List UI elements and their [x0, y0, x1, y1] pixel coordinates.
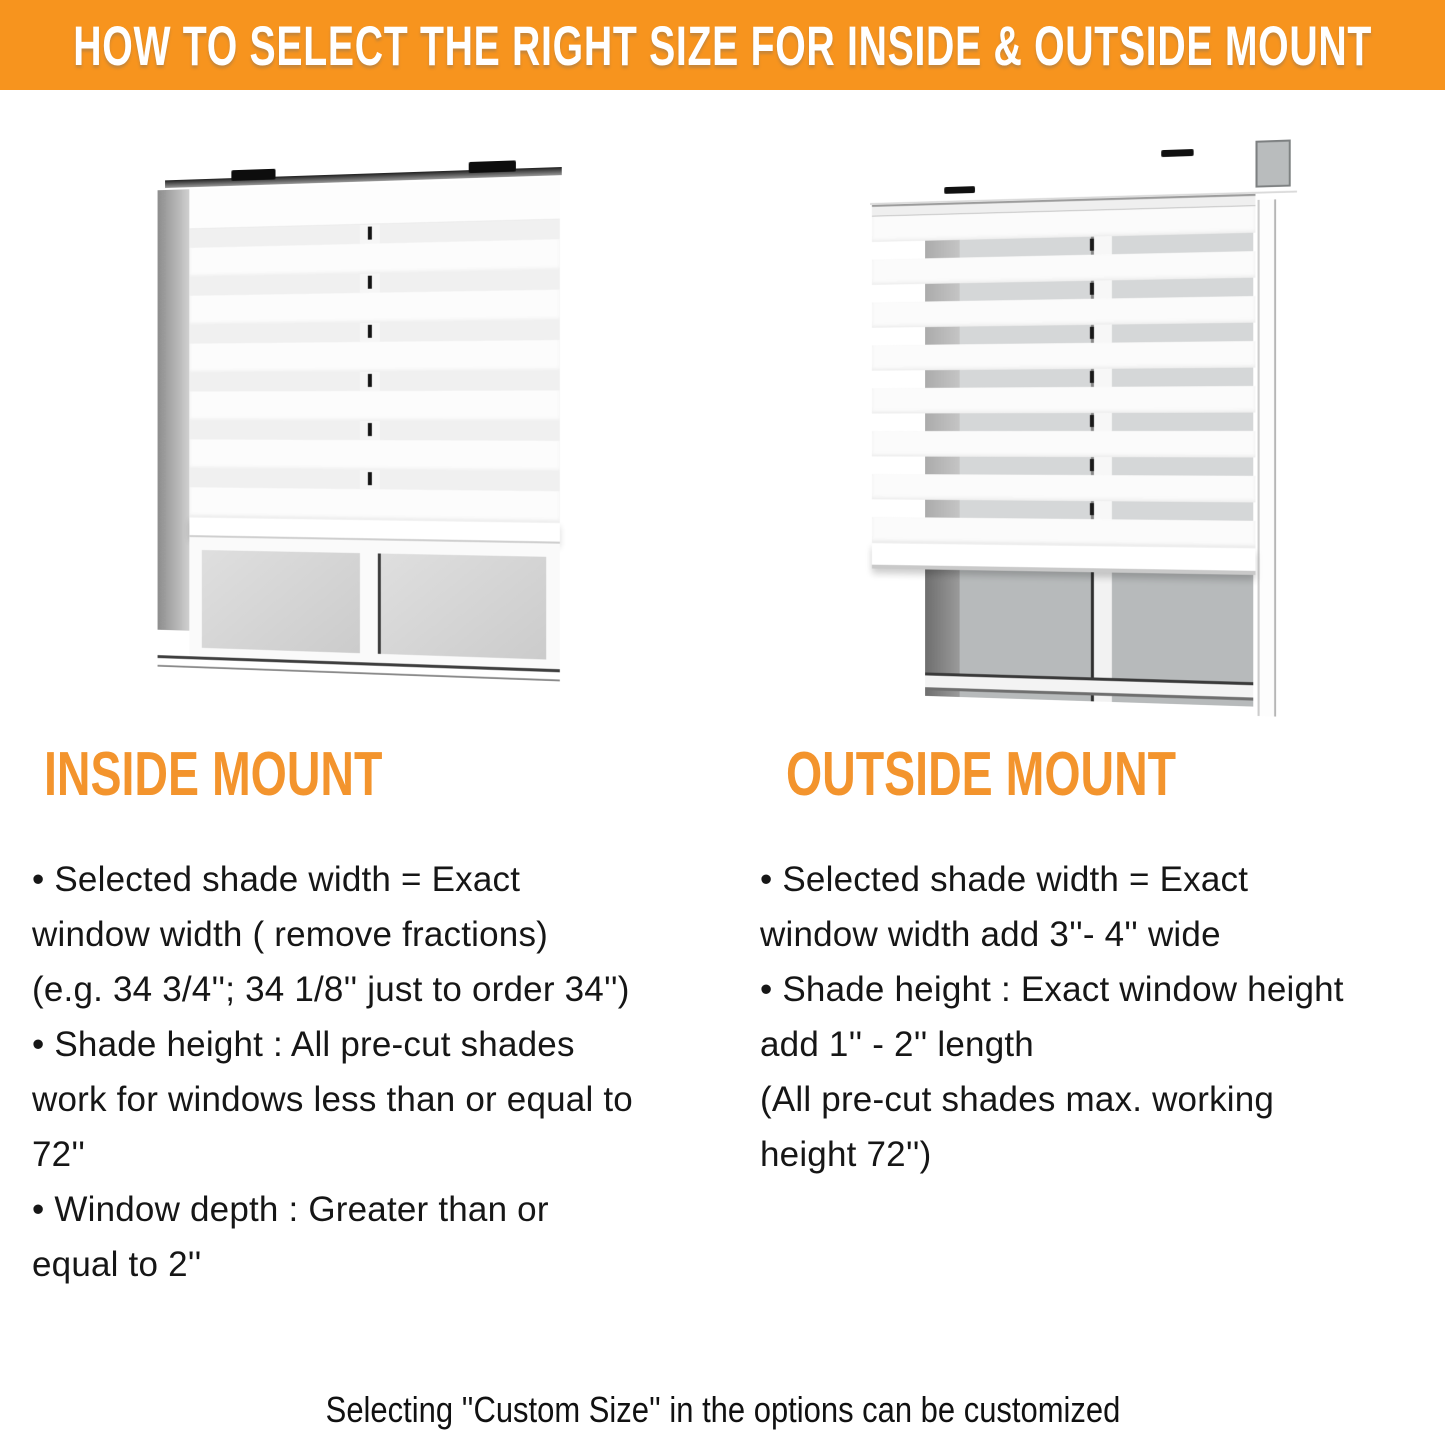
- window-frame-right: [1258, 199, 1277, 716]
- sheer-stripe: [872, 413, 1256, 432]
- mounting-bracket: [231, 169, 275, 181]
- banner: [0, 0, 1445, 90]
- window-jamb: [158, 189, 190, 631]
- bullet-line: window width add 3''- 4'' wide: [760, 915, 1221, 954]
- solid-stripe: [190, 439, 560, 471]
- sheer-stripe: [872, 368, 1256, 389]
- inside-mount-heading: INSIDE MOUNT: [44, 740, 383, 809]
- sheer-stripe: [190, 320, 560, 343]
- bullet-line: window width ( remove fractions): [32, 915, 549, 954]
- banner-title: HOW TO SELECT THE RIGHT SIZE FOR INSIDE & OUTSIDE MOUNT: [73, 13, 1372, 77]
- bullet-line: add 1'' - 2'' length: [760, 1025, 1034, 1064]
- bullet-line: • Window depth : Greater than or: [32, 1190, 549, 1229]
- bullet-line: (e.g. 34 3/4''; 34 1/8'' just to order 34''): [32, 970, 630, 1009]
- outside-mount-instructions: [760, 852, 1344, 1182]
- bullet-line: equal to 2'': [32, 1245, 202, 1284]
- sheer-stripe: [190, 421, 560, 441]
- glass-pane: [202, 550, 360, 653]
- bullet-line: (All pre-cut shades max. working: [760, 1080, 1275, 1119]
- bullet-line: • Selected shade width = Exact: [32, 860, 521, 899]
- outside-mount-illustration: [870, 137, 1297, 733]
- bullet-line: work for windows less than or equal to: [32, 1080, 633, 1119]
- zebra-shade: [190, 177, 560, 543]
- sheer-stripe: [190, 469, 560, 492]
- custom-size-note: Selecting ''Custom Size'' in the options can be customized: [325, 1389, 1120, 1430]
- bullet-line: • Shade height : All pre-cut shades: [32, 1025, 575, 1064]
- footer: [0, 1388, 1445, 1432]
- sheer-stripe: [872, 456, 1256, 475]
- window-sill: [925, 672, 1253, 700]
- inside-mount-instructions: [32, 852, 633, 1292]
- glass-pane: [380, 554, 546, 660]
- shade-stripes: [190, 220, 560, 523]
- bullet-line: • Selected shade width = Exact: [760, 860, 1249, 899]
- window-opening: [190, 177, 560, 673]
- window-panes: [190, 537, 560, 673]
- bullet-line: • Shade height : Exact window height: [760, 970, 1344, 1009]
- bullet-line: height 72''): [760, 1135, 932, 1174]
- solid-stripe: [190, 340, 560, 373]
- solid-stripe: [190, 290, 560, 325]
- outside-mount-heading: OUTSIDE MOUNT: [786, 740, 1177, 809]
- bullet-line: 72'': [32, 1135, 86, 1174]
- window-sill: [158, 655, 560, 681]
- sheer-stripe: [190, 371, 560, 392]
- solid-stripe: [190, 390, 560, 421]
- inside-mount-illustration: [158, 144, 562, 679]
- window-mullion: [359, 553, 380, 654]
